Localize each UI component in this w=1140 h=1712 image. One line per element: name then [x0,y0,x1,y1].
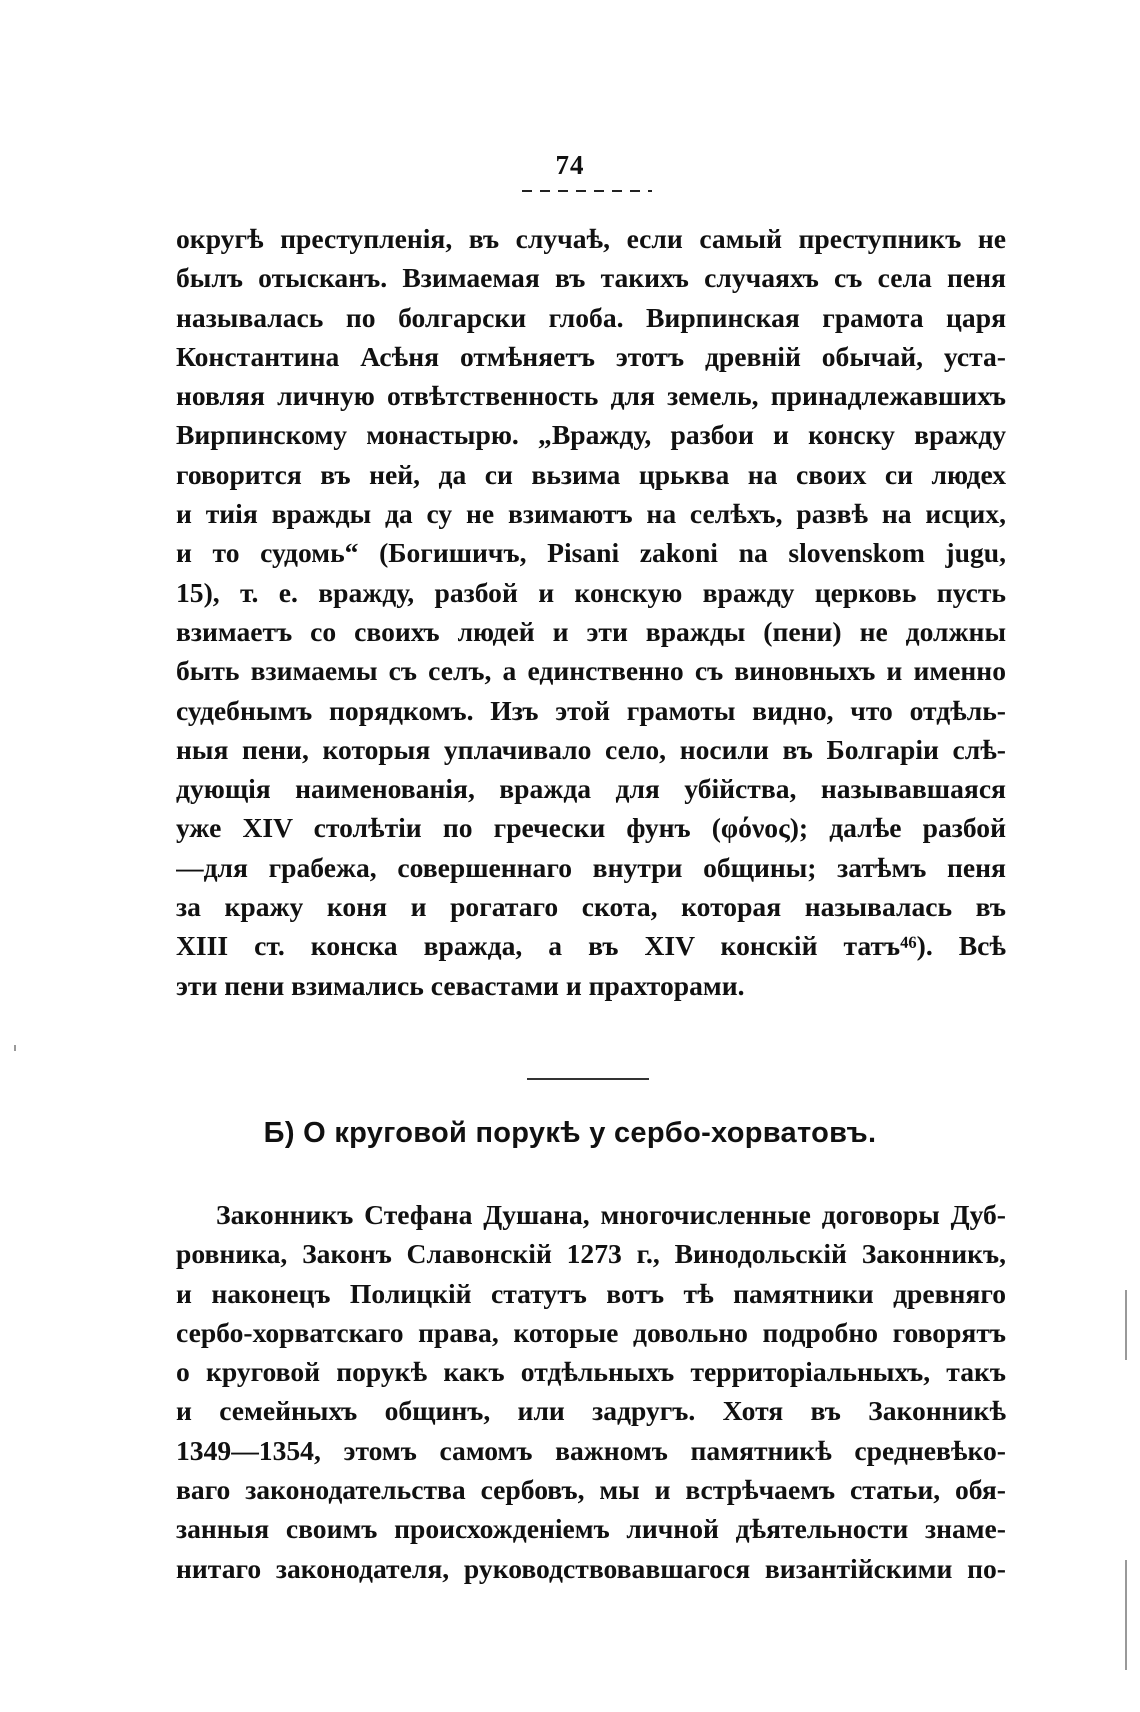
text-line: Законникъ Стефана Душана, многочисленные договоры Дуб- [216,1199,1006,1230]
section-heading: Б) О круговой порукѣ у сербо-хорватовъ. [263,1117,877,1149]
text-line: былъ отысканъ. Взимаемая въ такихъ случаяхъ съ села пеня [176,262,1006,294]
text-line: Вирпинскому монастырю. „Вражду, разбои и конску вражду [176,419,1006,451]
scan-edge-mark [1125,1560,1127,1670]
text-line: за кражу коня и рогатаго скота, которая называлась въ [176,891,1006,923]
text-line: новляя личную отвѣтственность для земель, принадлежавшихъ [176,380,1006,412]
text-line: о круговой порукѣ какъ отдѣльныхъ территоріальныхъ, такъ [176,1356,1006,1388]
text-line: ныя пени, которыя уплачивало село, носили въ Болгаріи слѣ- [176,733,1006,765]
text-line: 1349—1354, этомъ самомъ важномъ памятникѣ средневѣко- [176,1434,1006,1466]
text-line: взимаетъ со своихъ людей и эти вражды (пени) не должны [176,615,1006,647]
text-line: говорится въ ней, да си вьзима црьква на своих си людех [176,458,1006,490]
text-line: называлась по болгарски глоба. Вирпинская грамота царя [176,301,1006,333]
text-line: и тиія вражды да су не взимаютъ на селѣхъ, развѣ на исцих, [176,498,1006,530]
paragraph-2 [176,1195,1006,1588]
text-line: и семейныхъ общинъ, или задругъ. Хотя въ Законникѣ [176,1395,1006,1427]
section-separator [527,1078,649,1080]
text-line: ваго законодательства сербовъ, мы и встрѣчаемъ статьи, обя- [176,1474,1006,1506]
text-line: нитаго законодателя, руководствовавшагося византійскими по- [176,1552,1006,1584]
text-line: и то судомь“ (Богишичъ, Pisani zakoni na slovenskom jugu, [176,537,1006,569]
text-line: —для грабежа, совершеннаго внутри общины; затѣмъ пеня [176,851,1006,883]
scan-edge-mark [1125,1290,1127,1360]
text-line: сербо-хорватскаго права, которые довольно подробно говорятъ [176,1316,1006,1348]
page-number: 74 [555,150,585,180]
text-line: быть взимаемы съ селъ, а единственно съ виновныхъ и именно [176,655,1006,687]
text-line: судебнымъ порядкомъ. Изъ этой грамоты видно, что отдѣль- [176,694,1006,726]
scan-edge-mark [14,1045,16,1051]
paragraph-1 [176,219,1006,1005]
text-line: уже XIV столѣтіи по гречески фунъ (φόνος); далѣе разбой [176,812,1006,844]
text-line: ровника, Законъ Славонскій 1273 г., Винодольскій Законникъ, [176,1238,1006,1270]
text-line: занныя своимъ происхожденіемъ личной дѣятельности знаме- [176,1513,1006,1545]
text-line: 15), т. е. вражду, разбой и конскую вражду церковь пусть [176,576,1006,608]
text-line: эти пени взимались севастами и прахторами. [176,969,745,1001]
text-line: XIII ст. конска вражда, а въ XIV конскій татъ⁴⁶). Всѣ [176,930,1006,962]
text-line: и наконецъ Полицкій статутъ вотъ тѣ памятники древняго [176,1277,1006,1309]
page-number-rule [522,190,652,192]
text-line: округѣ преступленія, въ случаѣ, если самый преступникъ не [176,223,1006,254]
text-line: Константина Асѣня отмѣняетъ этотъ древній обычай, уста- [176,340,1006,372]
text-line: дующія наименованія, вражда для убійства, называвшаяся [176,773,1006,805]
